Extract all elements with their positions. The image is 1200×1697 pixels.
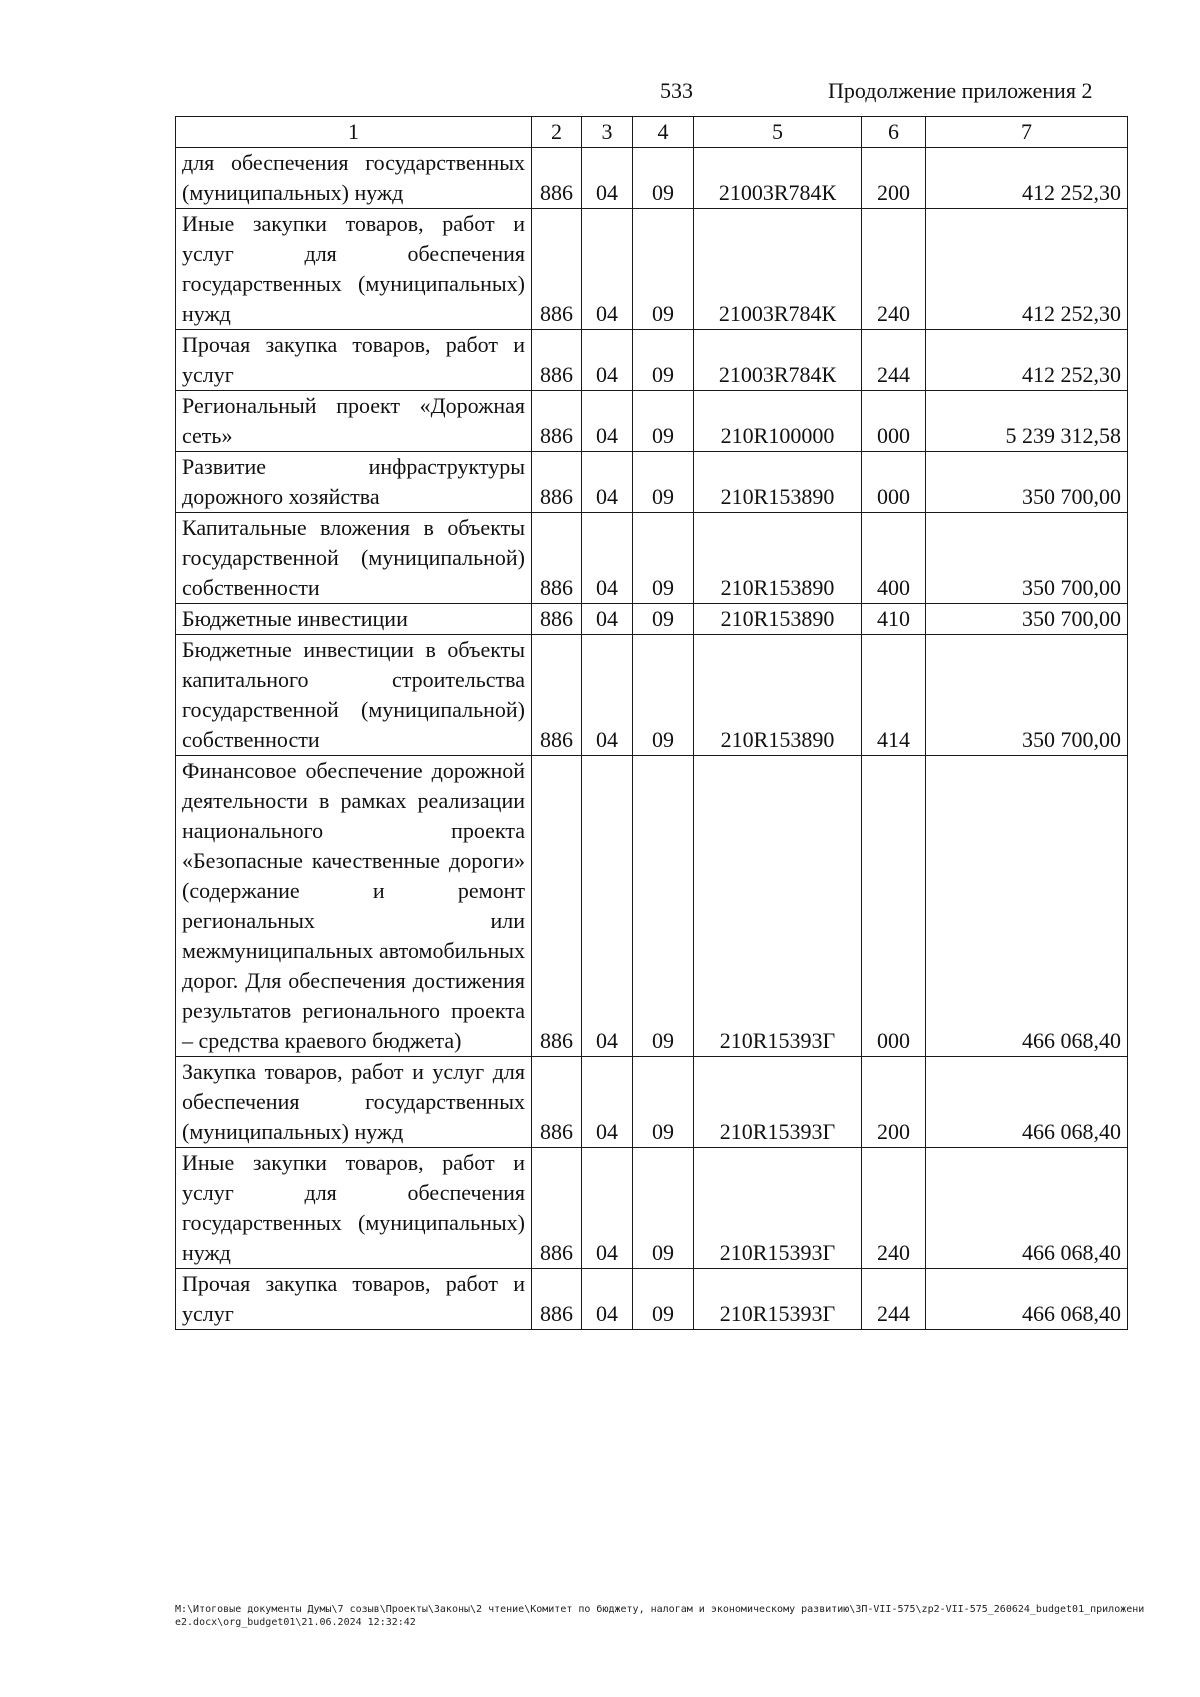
row-description: Прочая закупка товаров, работ и услуг xyxy=(176,330,532,391)
row-amount: 5 239 312,58 xyxy=(926,391,1128,452)
row-target-code: 210R153890 xyxy=(694,513,862,604)
row-subsection: 09 xyxy=(633,604,694,635)
table-header xyxy=(176,117,1128,148)
row-description: для обеспечения государственных (муниципальных) нужд xyxy=(176,148,532,209)
row-target-code: 210R153890 xyxy=(694,635,862,756)
row-expense-type: 400 xyxy=(862,513,926,604)
page-number: 533 xyxy=(660,78,693,103)
row-subsection: 09 xyxy=(633,452,694,513)
row-amount: 466 068,40 xyxy=(926,756,1128,1057)
row-amount: 466 068,40 xyxy=(926,1148,1128,1269)
table-body xyxy=(176,148,1128,1330)
table-row xyxy=(176,452,1128,513)
row-code: 886 xyxy=(532,148,582,209)
row-code: 886 xyxy=(532,604,582,635)
row-amount: 350 700,00 xyxy=(926,635,1128,756)
row-section: 04 xyxy=(582,391,633,452)
row-description: Финансовое обеспечение дорожной деятельности в рамках реализации национального проекта «Безопасные качественные дороги» (содержание и ремонт региональных или межмуниципальных автомобильных дорог. Для обеспечения достижения результатов регионального проекта – средства краевого бюджета) xyxy=(176,756,532,1057)
row-target-code: 210R15393Г xyxy=(694,1269,862,1330)
row-description: Региональный проект «Дорожная сеть» xyxy=(176,391,532,452)
row-section: 04 xyxy=(582,1148,633,1269)
row-code: 886 xyxy=(532,1057,582,1148)
row-subsection: 09 xyxy=(633,513,694,604)
column-header-6: 6 xyxy=(862,117,926,148)
table-row xyxy=(176,1148,1128,1269)
table-row xyxy=(176,148,1128,209)
row-amount: 412 252,30 xyxy=(926,148,1128,209)
row-section: 04 xyxy=(582,452,633,513)
row-expense-type: 200 xyxy=(862,1057,926,1148)
row-amount: 466 068,40 xyxy=(926,1269,1128,1330)
row-target-code: 210R15393Г xyxy=(694,1057,862,1148)
table-row xyxy=(176,330,1128,391)
row-target-code: 21003R784К xyxy=(694,209,862,330)
row-description: Иные закупки товаров, работ и услуг для обеспечения государственных (муниципальных) нужд xyxy=(176,1148,532,1269)
row-description: Закупка товаров, работ и услуг для обеспечения государственных (муниципальных) нужд xyxy=(176,1057,532,1148)
row-expense-type: 410 xyxy=(862,604,926,635)
header-row xyxy=(176,117,1128,148)
column-header-5: 5 xyxy=(694,117,862,148)
row-code: 886 xyxy=(532,452,582,513)
column-header-2: 2 xyxy=(532,117,582,148)
row-target-code: 21003R784К xyxy=(694,148,862,209)
table-row xyxy=(176,604,1128,635)
continuation-title: Продолжение приложения 2 xyxy=(828,78,1093,103)
column-header-1: 1 xyxy=(176,117,532,148)
row-amount: 350 700,00 xyxy=(926,452,1128,513)
row-description: Развитие инфраструктуры дорожного хозяйства xyxy=(176,452,532,513)
row-expense-type: 000 xyxy=(862,391,926,452)
column-header-7: 7 xyxy=(926,117,1128,148)
row-section: 04 xyxy=(582,209,633,330)
row-subsection: 09 xyxy=(633,1057,694,1148)
row-section: 04 xyxy=(582,148,633,209)
column-header-3: 3 xyxy=(582,117,633,148)
row-subsection: 09 xyxy=(633,148,694,209)
table-row xyxy=(176,1057,1128,1148)
row-target-code: 210R153890 xyxy=(694,604,862,635)
row-description: Бюджетные инвестиции в объекты капитального строительства государственной (муниципальной) собственности xyxy=(176,635,532,756)
table-row xyxy=(176,756,1128,1057)
row-code: 886 xyxy=(532,1148,582,1269)
row-subsection: 09 xyxy=(633,1269,694,1330)
row-amount: 350 700,00 xyxy=(926,604,1128,635)
row-expense-type: 414 xyxy=(862,635,926,756)
row-subsection: 09 xyxy=(633,635,694,756)
row-target-code: 210R100000 xyxy=(694,391,862,452)
row-expense-type: 244 xyxy=(862,1269,926,1330)
row-amount: 466 068,40 xyxy=(926,1057,1128,1148)
document-path-footer: M:\Итоговые документы Думы\7 созыв\Проекты\Законы\2 чтение\Комитет по бюджету, налогам и экономическому развитию\ЗП-VII-575\zp2-VII-575_260624_budget01_приложение2.docx\org_budget01\21.06.2024 12:32:42 xyxy=(175,1604,1145,1628)
row-subsection: 09 xyxy=(633,756,694,1057)
row-target-code: 210R15393Г xyxy=(694,756,862,1057)
row-amount: 412 252,30 xyxy=(926,209,1128,330)
row-target-code: 210R15393Г xyxy=(694,1148,862,1269)
row-section: 04 xyxy=(582,635,633,756)
row-code: 886 xyxy=(532,635,582,756)
row-code: 886 xyxy=(532,1269,582,1330)
row-section: 04 xyxy=(582,756,633,1057)
table-row xyxy=(176,1269,1128,1330)
row-target-code: 210R153890 xyxy=(694,452,862,513)
row-expense-type: 240 xyxy=(862,209,926,330)
row-subsection: 09 xyxy=(633,209,694,330)
row-expense-type: 244 xyxy=(862,330,926,391)
row-amount: 412 252,30 xyxy=(926,330,1128,391)
table-row xyxy=(176,391,1128,452)
row-description: Капитальные вложения в объекты государственной (муниципальной) собственности xyxy=(176,513,532,604)
budget-table xyxy=(175,116,1128,1330)
row-subsection: 09 xyxy=(633,391,694,452)
row-code: 886 xyxy=(532,391,582,452)
row-subsection: 09 xyxy=(633,330,694,391)
column-header-4: 4 xyxy=(633,117,694,148)
row-section: 04 xyxy=(582,604,633,635)
row-expense-type: 000 xyxy=(862,756,926,1057)
row-subsection: 09 xyxy=(633,1148,694,1269)
row-code: 886 xyxy=(532,209,582,330)
row-section: 04 xyxy=(582,1269,633,1330)
row-description: Иные закупки товаров, работ и услуг для обеспечения государственных (муниципальных) нужд xyxy=(176,209,532,330)
row-code: 886 xyxy=(532,330,582,391)
row-section: 04 xyxy=(582,1057,633,1148)
row-expense-type: 240 xyxy=(862,1148,926,1269)
row-expense-type: 000 xyxy=(862,452,926,513)
row-description: Бюджетные инвестиции xyxy=(176,604,532,635)
table-row xyxy=(176,209,1128,330)
row-section: 04 xyxy=(582,513,633,604)
row-expense-type: 200 xyxy=(862,148,926,209)
row-target-code: 21003R784К xyxy=(694,330,862,391)
table-row xyxy=(176,635,1128,756)
row-section: 04 xyxy=(582,330,633,391)
table-row xyxy=(176,513,1128,604)
row-description: Прочая закупка товаров, работ и услуг xyxy=(176,1269,532,1330)
row-code: 886 xyxy=(532,756,582,1057)
row-amount: 350 700,00 xyxy=(926,513,1128,604)
row-code: 886 xyxy=(532,513,582,604)
